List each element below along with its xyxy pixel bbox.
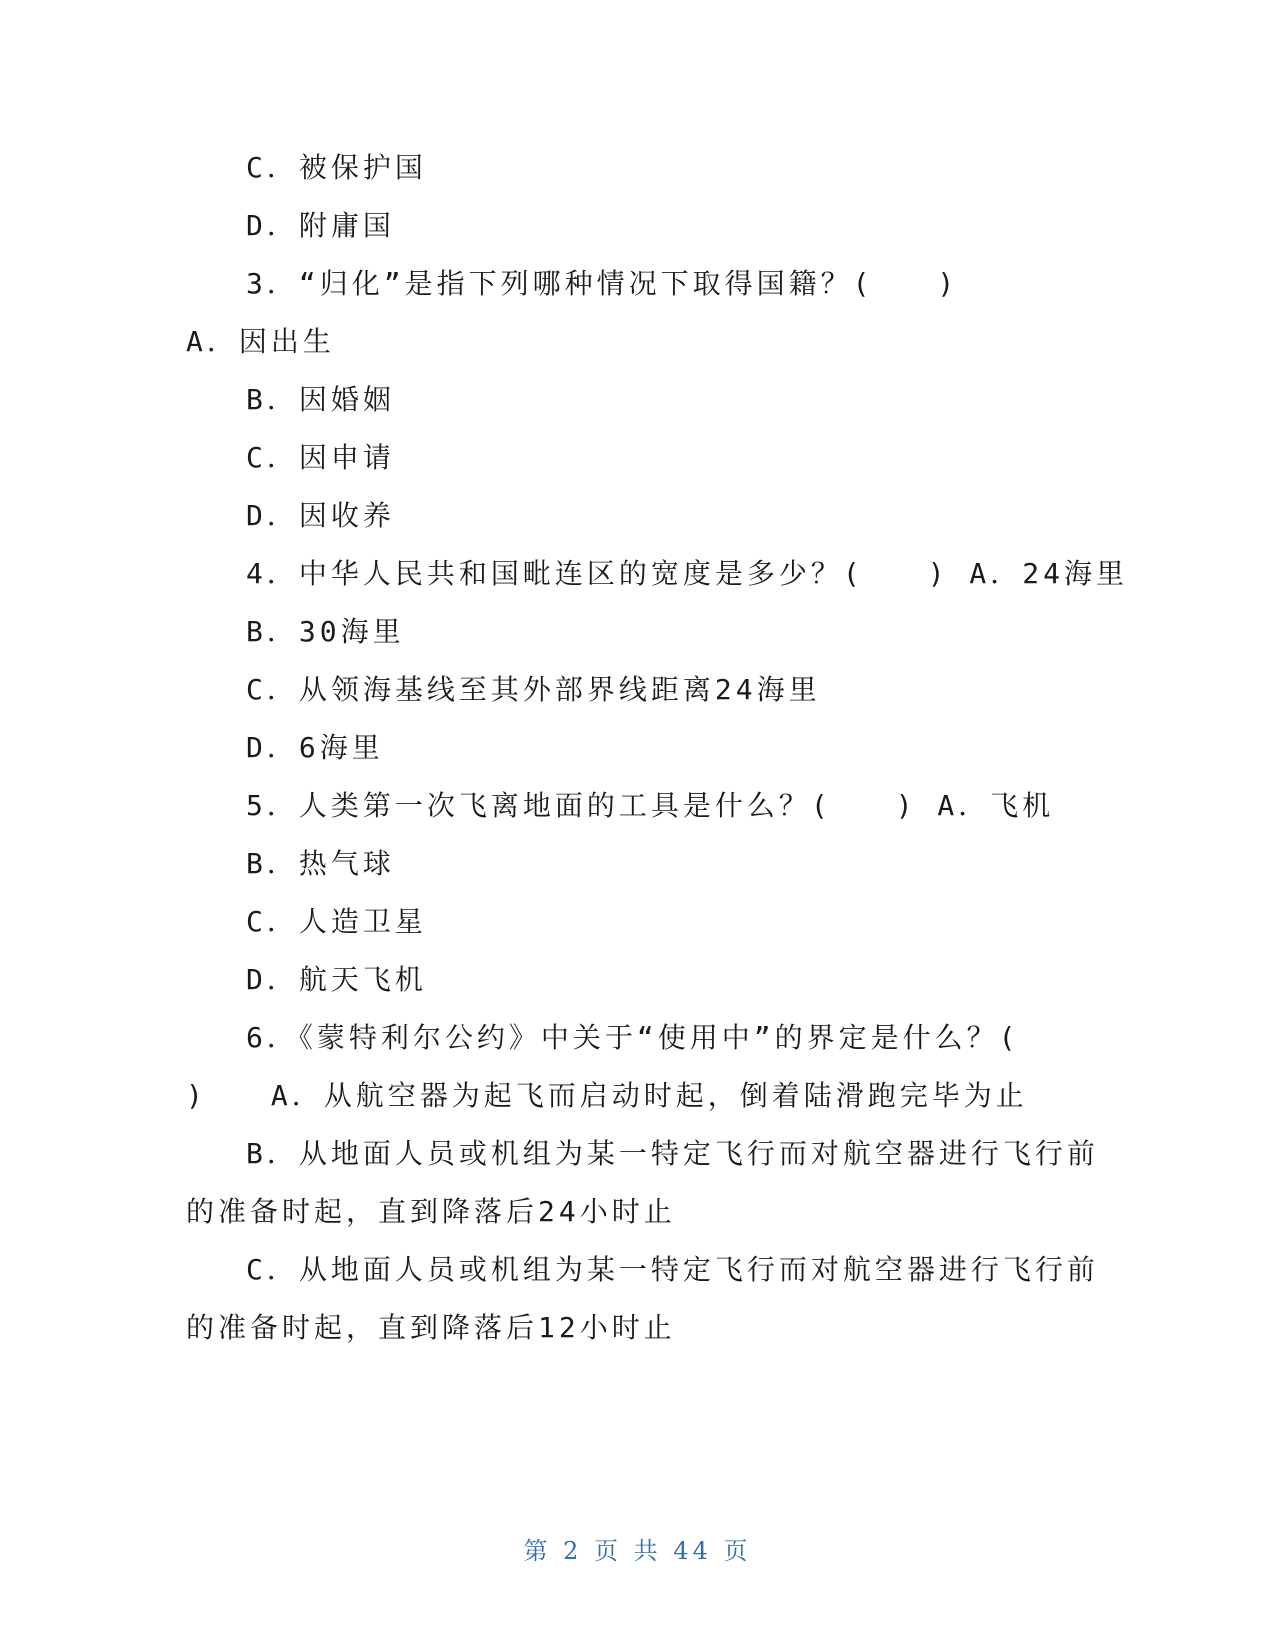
q3-option-c: C．因申请 [246,441,395,474]
option-d-vassal-state: D．附庸国 [246,209,395,242]
q6-option-b-line1: B．从地面人员或机组为某一特定飞行而对航空器进行飞行前 [246,1137,1099,1170]
q6-option-b-line2: 的准备时起，直到降落后24小时止 [186,1195,676,1228]
question-4: 4．中华人民共和国毗连区的宽度是多少？( ) A．24海里 [246,557,1129,590]
q3-option-b: B．因婚姻 [246,383,395,416]
q5-option-b: B．热气球 [246,847,395,880]
q5-option-d: D．航天飞机 [246,963,427,996]
question-6: 6．《蒙特利尔公约》中关于“使用中”的界定是什么？( [246,1021,1020,1054]
q3-option-a: A．因出生 [186,325,335,358]
question-5: 5．人类第一次飞离地面的工具是什么？( ) A．飞机 [246,789,1055,822]
q5-option-c: C．人造卫星 [246,905,427,938]
page-number-footer: 第 2 页 共 44 页 [523,1537,752,1565]
question-3: 3．“归化”是指下列哪种情况下取得国籍？( ) [246,267,959,300]
q3-option-d: D．因收养 [246,499,395,532]
q6-option-c-line2: 的准备时起，直到降落后12小时止 [186,1311,676,1344]
q4-option-c: C．从领海基线至其外部界线距离24海里 [246,673,821,706]
option-c-protected-state: C．被保护国 [246,151,427,184]
q4-option-d: D．6海里 [246,731,384,764]
q6-option-a: ) A．从航空器为起飞而启动时起，倒着陆滑跑完毕为止 [186,1079,1028,1112]
q6-option-c-line1: C．从地面人员或机组为某一特定飞行而对航空器进行飞行前 [246,1253,1099,1286]
q4-option-b: B．30海里 [246,615,405,648]
